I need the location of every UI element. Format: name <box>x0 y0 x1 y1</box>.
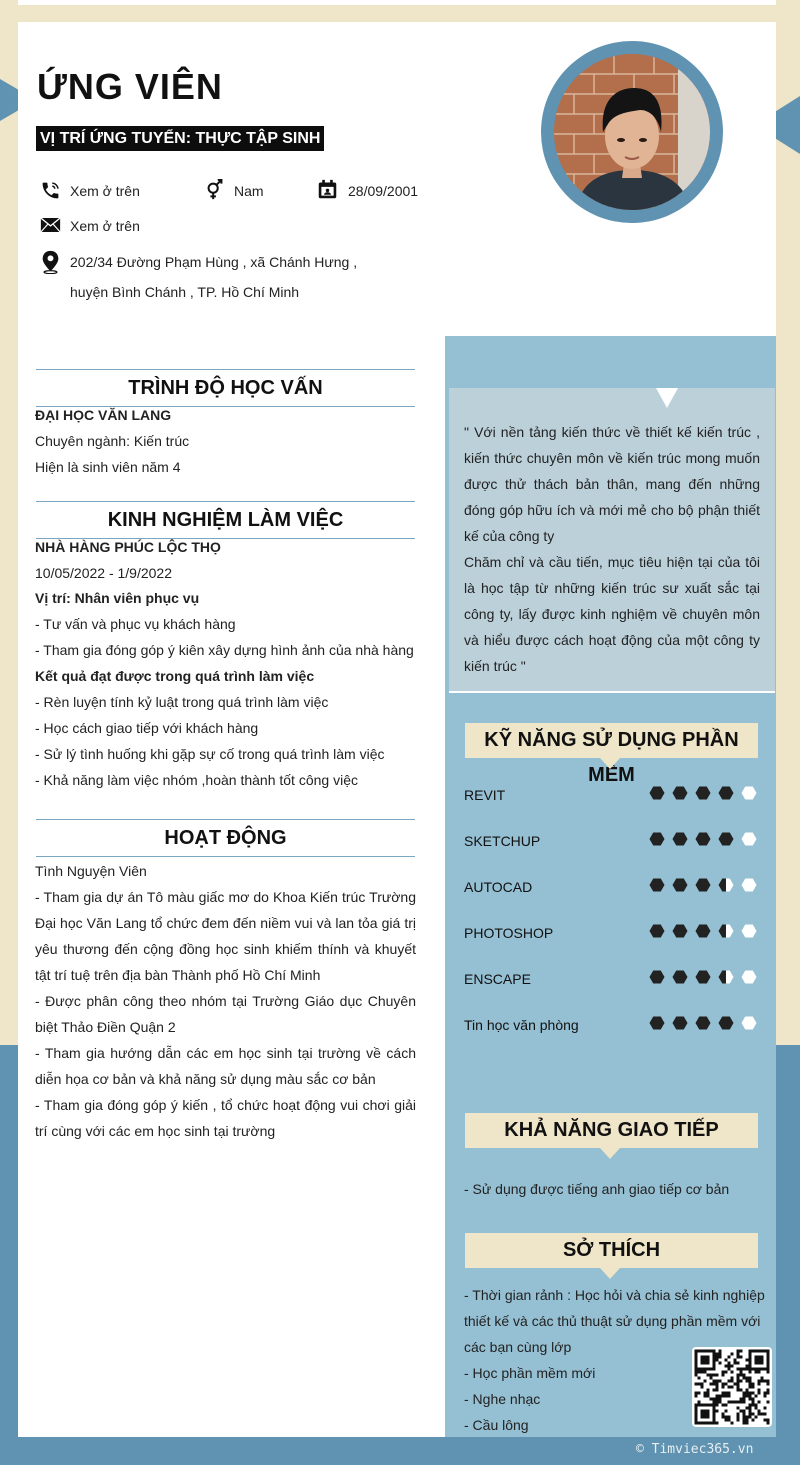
summary-line: được thử thách bản thân, mang đến những <box>464 476 760 492</box>
summary-line: kiến trúc " <box>464 658 526 674</box>
summary-line: Chăm chỉ và cầu tiến, mục tiêu hiện tại của tôi <box>464 554 760 570</box>
skill-dot <box>673 833 688 846</box>
activities-line: - Tham gia đóng góp ý kiến , tổ chức hoạt động vui chơi giải <box>35 1097 416 1113</box>
hobby-line: - Cầu lông <box>464 1417 529 1433</box>
hobbies-title-pointer <box>600 1268 620 1279</box>
activities-line: biệt Thảo Điền Quận 2 <box>35 1019 176 1035</box>
skills-section-title: KỸ NĂNG SỬ DỤNG PHẦN MỀM <box>465 723 758 758</box>
birthday-text: 28/09/2001 <box>348 183 419 199</box>
activities-org: Tình Nguyện Viên <box>35 863 147 879</box>
activities-line: - Tham gia hướng dẫn các em học sinh tại trường về cách <box>35 1045 416 1061</box>
location-pin-icon <box>41 250 60 274</box>
calendar-icon <box>317 179 338 200</box>
qr-code-image <box>692 1347 772 1427</box>
skill-name: ENSCAPE <box>464 971 531 987</box>
phone-icon <box>40 180 61 201</box>
skill-dot <box>673 787 688 800</box>
activities-description <box>35 884 416 1144</box>
avatar <box>554 54 710 210</box>
skill-dot <box>719 787 734 800</box>
email-text: Xem ở trên <box>70 218 140 234</box>
career-summary <box>464 419 760 679</box>
skill-dot <box>673 1017 688 1030</box>
skill-dot <box>650 971 665 984</box>
skill-dot <box>673 971 688 984</box>
education-status: Hiện là sinh viên năm 4 <box>35 459 181 475</box>
activities-line: yêu thương đến cộng đồng học sinh khiếm thính và khuyết <box>35 941 416 957</box>
skill-dot <box>650 925 665 938</box>
experience-result: - Rèn luyện tính kỷ luật trong quá trình làm việc <box>35 694 329 710</box>
summary-line: kế của công ty <box>464 528 555 544</box>
skill-dot <box>719 971 734 984</box>
skill-dot <box>742 833 757 846</box>
skill-name: Tin học văn phòng <box>464 1017 579 1033</box>
applied-position: VỊ TRÍ ỨNG TUYỂN: THỰC TẬP SINH <box>36 126 324 151</box>
skill-rating <box>649 969 761 985</box>
skill-rating <box>649 923 761 939</box>
hobby-line: - Nghe nhạc <box>464 1391 541 1407</box>
skill-name: AUTOCAD <box>464 879 533 895</box>
skill-name: PHOTOSHOP <box>464 925 554 941</box>
education-section-title: TRÌNH ĐỘ HỌC VẤN <box>36 369 415 407</box>
watermark: © Timviec365.vn <box>636 1442 754 1457</box>
hobbies-section-title: SỞ THÍCH <box>465 1233 758 1268</box>
summary-line: công ty, lấy được kinh nghiệm về chuyên môn <box>464 606 760 622</box>
skill-dot <box>742 787 757 800</box>
skill-dot <box>650 1017 665 1030</box>
skill-name: SKETCHUP <box>464 833 541 849</box>
activities-section-title: HOẠT ĐỘNG <box>36 819 415 857</box>
skill-dot <box>719 925 734 938</box>
gender-text: Nam <box>234 183 264 199</box>
skill-rating <box>649 831 761 847</box>
activities-line: trí cùng với các em học sinh tại trường <box>35 1123 276 1139</box>
skill-dot <box>742 879 757 892</box>
skill-rating <box>649 1015 761 1031</box>
education-major: Chuyên ngành: Kiến trúc <box>35 433 190 449</box>
skill-dot <box>650 879 665 892</box>
skill-dot <box>673 879 688 892</box>
top-border <box>18 0 776 5</box>
skill-dot <box>719 833 734 846</box>
avatar-photo <box>554 54 710 210</box>
skill-dot <box>696 1017 711 1030</box>
skill-dot <box>742 971 757 984</box>
email-icon <box>40 217 61 233</box>
summary-divider <box>449 691 775 693</box>
skill-dot <box>719 879 734 892</box>
skill-dot <box>696 925 711 938</box>
skill-dot <box>742 1017 757 1030</box>
skills-title-pointer <box>600 758 620 769</box>
communication-text: - Sử dụng được tiếng anh giao tiếp cơ bản <box>464 1181 730 1197</box>
hobby-line: thiết kế và các thủ thuật sử dụng phần mềm với <box>464 1313 761 1329</box>
activities-line: - Tham gia dự án Tô màu giấc mơ do Khoa Kiến trúc Trường <box>35 889 416 905</box>
experience-role: Vị trí: Nhân viên phục vụ <box>35 590 200 606</box>
experience-period: 10/05/2022 - 1/9/2022 <box>35 565 173 581</box>
summary-line: là học tập từ những kiến trúc sư xuất sắc tại <box>464 580 760 596</box>
skill-dot <box>650 833 665 846</box>
gender-icon <box>204 179 226 201</box>
experience-result: - Khả năng làm việc nhóm ,hoàn thành tốt công việc <box>35 772 358 788</box>
experience-result: - Học cách giao tiếp với khách hàng <box>35 720 259 736</box>
experience-company: NHÀ HÀNG PHÚC LỘC THỌ <box>35 539 221 555</box>
qr-code <box>692 1347 772 1427</box>
candidate-name: ỨNG VIÊN <box>37 66 223 107</box>
skill-dot <box>696 971 711 984</box>
skill-dot <box>650 787 665 800</box>
summary-triangle-decor <box>656 388 678 408</box>
phone-text: Xem ở trên <box>70 183 140 199</box>
summary-line: đóng góp hữu ích và mới mẻ cho bộ phận thiết <box>464 502 760 518</box>
summary-line: kiến thức chuyên môn về kiến trúc mong muốn <box>464 450 760 466</box>
skill-rating <box>649 785 761 801</box>
hobby-line: - Thời gian rảnh : Học hỏi và chia sẻ kinh nghiệp <box>464 1287 765 1303</box>
hobby-line: - Học phần mềm mới <box>464 1365 596 1381</box>
skill-dot <box>719 1017 734 1030</box>
summary-line: và hiểu được cách hoạt động của một công ty <box>464 632 760 648</box>
activities-line: Đại học Văn Lang tổ chức đem đến niềm vui và lan tỏa giá trị <box>35 915 416 931</box>
skill-dot <box>673 925 688 938</box>
experience-results-title: Kết quả đạt được trong quá trình làm việc <box>35 668 315 684</box>
experience-section-title: KINH NGHIỆM LÀM VIỆC <box>36 501 415 539</box>
skill-dot <box>696 879 711 892</box>
activities-line: - Được phân công theo nhóm tại Trường Giáo dục Chuyên <box>35 993 416 1009</box>
experience-duty: - Tham gia đóng góp ý kiên xây dựng hình ảnh của nhà hàng <box>35 642 414 658</box>
communication-title-pointer <box>600 1148 620 1159</box>
skill-dot <box>696 833 711 846</box>
skill-dot <box>742 925 757 938</box>
hobby-line: các bạn cùng lớp <box>464 1339 572 1355</box>
address-line-1: 202/34 Đường Phạm Hùng , xã Chánh Hưng , <box>70 254 358 270</box>
activities-line: tật trí tuệ trên địa bàn Thành phố Hồ Chí Minh <box>35 967 321 983</box>
communication-section-title: KHẢ NĂNG GIAO TIẾP <box>465 1113 758 1148</box>
experience-result: - Sử lý tình huống khi gặp sự cố trong quá trình làm việc <box>35 746 385 762</box>
experience-duty: - Tư vấn và phục vụ khách hàng <box>35 616 236 632</box>
address-line-2: huyện Bình Chánh , TP. Hồ Chí Minh <box>70 284 300 300</box>
education-school: ĐẠI HỌC VĂN LANG <box>35 407 172 423</box>
skill-name: REVIT <box>464 787 506 803</box>
skill-dot <box>696 787 711 800</box>
skill-rating <box>649 877 761 893</box>
summary-line: " Với nền tảng kiến thức về thiết kế kiến trúc , <box>464 424 760 440</box>
activities-line: diễn họa cơ bản và khả năng sử dụng màu sắc cơ bản <box>35 1071 376 1087</box>
